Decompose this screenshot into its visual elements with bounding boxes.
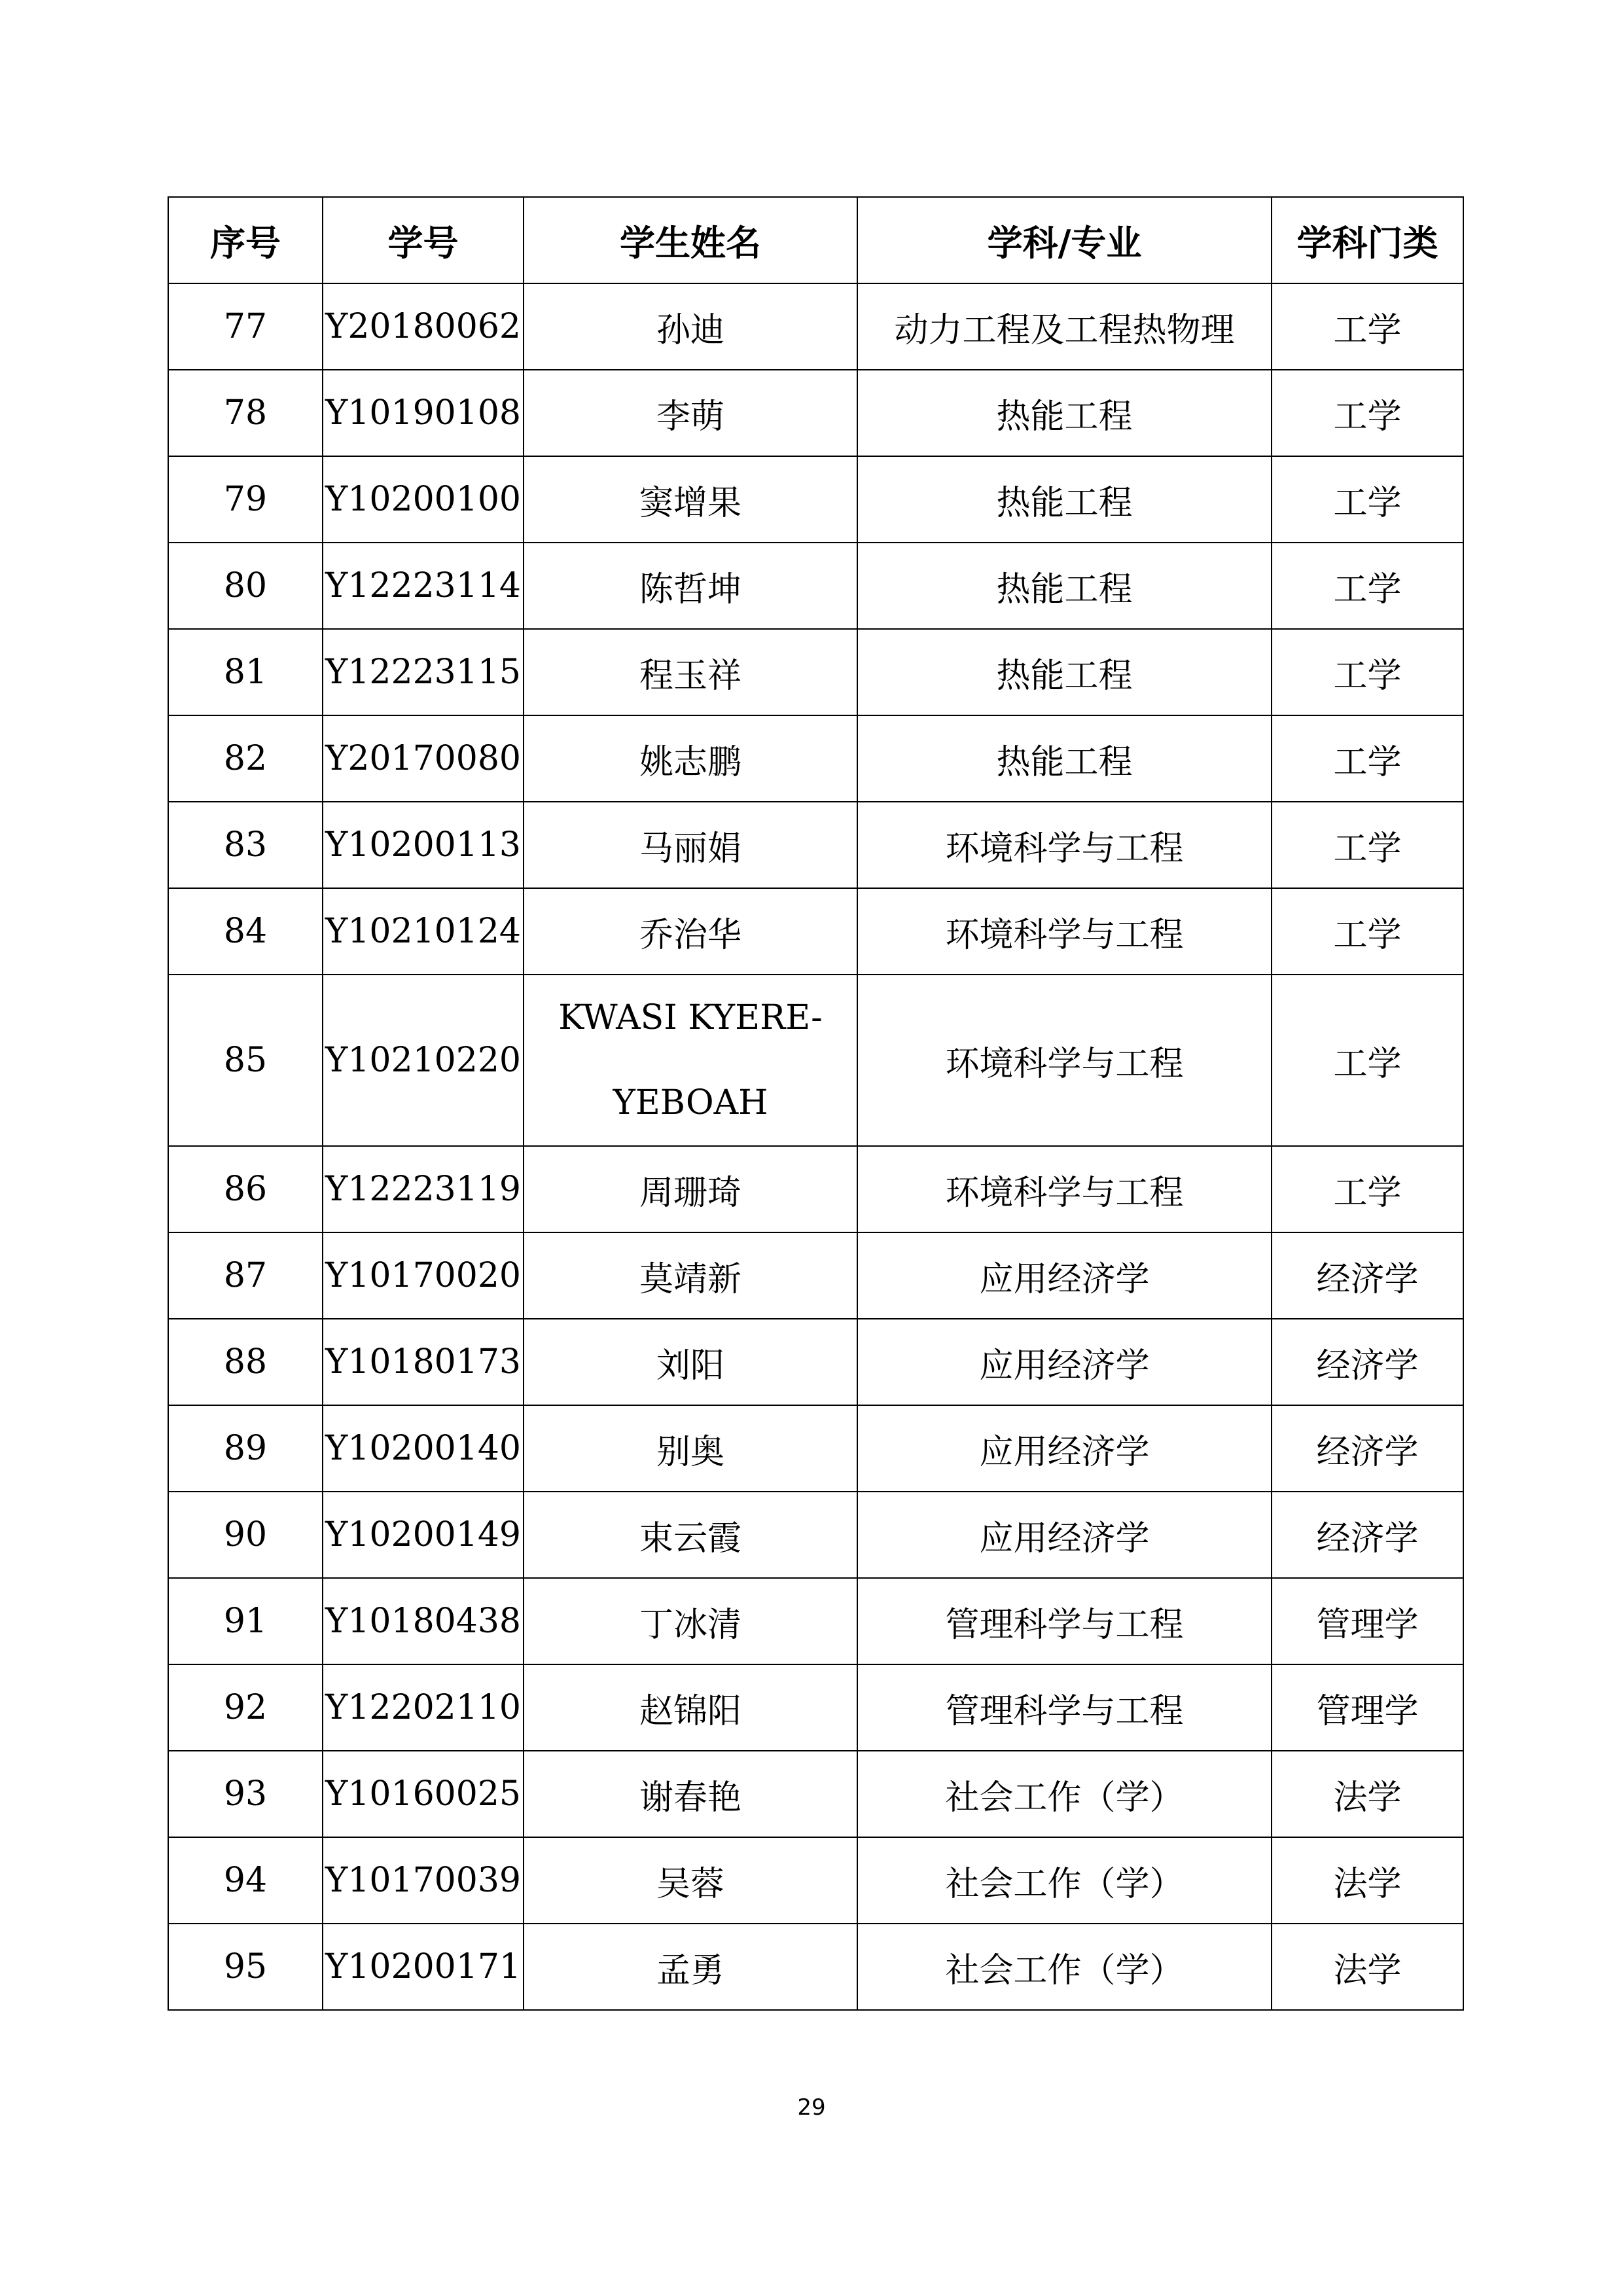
cell-student-name: 窦增果 <box>524 456 857 543</box>
page-number: 29 <box>797 2094 826 2121</box>
cell-major: 社会工作（学） <box>857 1924 1272 2010</box>
cell-major: 环境科学与工程 <box>857 975 1272 1146</box>
table-row <box>168 1232 1463 1319</box>
cell-category: 工学 <box>1272 283 1463 370</box>
cell-category: 法学 <box>1272 1924 1463 2010</box>
cell-student-name <box>524 975 857 1146</box>
cell-student-name: 吴蓉 <box>524 1837 857 1924</box>
cell-category: 经济学 <box>1272 1232 1463 1319</box>
header-major: 学科/专业 <box>857 197 1272 283</box>
cell-student-id: Y10200140 <box>323 1405 524 1492</box>
cell-student-name: 束云霞 <box>524 1492 857 1578</box>
cell-category: 工学 <box>1272 370 1463 456</box>
cell-category: 工学 <box>1272 629 1463 715</box>
cell-student-id: Y10200113 <box>323 802 524 888</box>
cell-student-id: Y10210124 <box>323 888 524 975</box>
cell-student-name: 马丽娟 <box>524 802 857 888</box>
cell-category: 法学 <box>1272 1751 1463 1837</box>
cell-major: 应用经济学 <box>857 1405 1272 1492</box>
cell-student-id: Y12223114 <box>323 543 524 629</box>
cell-student-id: Y20170080 <box>323 715 524 802</box>
cell-serial-number: 93 <box>168 1751 323 1837</box>
cell-category: 法学 <box>1272 1837 1463 1924</box>
cell-student-id: Y10180173 <box>323 1319 524 1405</box>
cell-major: 应用经济学 <box>857 1319 1272 1405</box>
cell-serial-number: 78 <box>168 370 323 456</box>
cell-student-id: Y10180438 <box>323 1578 524 1664</box>
cell-major: 管理科学与工程 <box>857 1664 1272 1751</box>
cell-student-name: 莫靖新 <box>524 1232 857 1319</box>
cell-student-name: 乔治华 <box>524 888 857 975</box>
table-row <box>168 1146 1463 1232</box>
cell-student-name: 姚志鹏 <box>524 715 857 802</box>
cell-major: 环境科学与工程 <box>857 802 1272 888</box>
cell-student-name: 陈哲坤 <box>524 543 857 629</box>
cell-student-name: 别奥 <box>524 1405 857 1492</box>
cell-major: 热能工程 <box>857 370 1272 456</box>
table-row <box>168 715 1463 802</box>
cell-category: 工学 <box>1272 543 1463 629</box>
cell-student-name: 李萌 <box>524 370 857 456</box>
cell-serial-number: 85 <box>168 975 323 1146</box>
table-row <box>168 1492 1463 1578</box>
cell-major: 热能工程 <box>857 715 1272 802</box>
cell-category: 工学 <box>1272 456 1463 543</box>
table-row <box>168 283 1463 370</box>
student-name-line-2: YEBOAH <box>613 1083 768 1122</box>
cell-student-name: 赵锦阳 <box>524 1664 857 1751</box>
cell-category: 经济学 <box>1272 1405 1463 1492</box>
cell-serial-number: 77 <box>168 283 323 370</box>
table-row <box>168 1837 1463 1924</box>
cell-student-name: 周珊琦 <box>524 1146 857 1232</box>
table-row <box>168 629 1463 715</box>
cell-serial-number: 80 <box>168 543 323 629</box>
cell-student-name: 孟勇 <box>524 1924 857 2010</box>
cell-serial-number: 92 <box>168 1664 323 1751</box>
cell-student-id: Y10200171 <box>323 1924 524 2010</box>
table-row <box>168 1319 1463 1405</box>
header-student-id: 学号 <box>323 197 524 283</box>
table-body <box>168 283 1463 2010</box>
cell-serial-number: 95 <box>168 1924 323 2010</box>
cell-major: 应用经济学 <box>857 1232 1272 1319</box>
header-student-name: 学生姓名 <box>524 197 857 283</box>
cell-student-id: Y10190108 <box>323 370 524 456</box>
cell-category: 管理学 <box>1272 1578 1463 1664</box>
cell-major: 管理科学与工程 <box>857 1578 1272 1664</box>
cell-student-id: Y12202110 <box>323 1664 524 1751</box>
table-row <box>168 543 1463 629</box>
cell-major: 社会工作（学） <box>857 1751 1272 1837</box>
table-row <box>168 1751 1463 1837</box>
cell-category: 经济学 <box>1272 1319 1463 1405</box>
cell-major: 热能工程 <box>857 456 1272 543</box>
cell-major: 应用经济学 <box>857 1492 1272 1578</box>
cell-major: 环境科学与工程 <box>857 1146 1272 1232</box>
header-category: 学科门类 <box>1272 197 1463 283</box>
cell-student-name: 程玉祥 <box>524 629 857 715</box>
table-row <box>168 1578 1463 1664</box>
cell-serial-number: 87 <box>168 1232 323 1319</box>
cell-student-id: Y12223115 <box>323 629 524 715</box>
table-header-row <box>168 197 1463 283</box>
cell-serial-number: 86 <box>168 1146 323 1232</box>
cell-serial-number: 83 <box>168 802 323 888</box>
table-row <box>168 456 1463 543</box>
cell-student-name: 刘阳 <box>524 1319 857 1405</box>
cell-student-id: Y10200100 <box>323 456 524 543</box>
cell-category: 工学 <box>1272 802 1463 888</box>
table-row <box>168 802 1463 888</box>
cell-major: 环境科学与工程 <box>857 888 1272 975</box>
cell-category: 工学 <box>1272 1146 1463 1232</box>
header-serial-number: 序号 <box>168 197 323 283</box>
cell-serial-number: 91 <box>168 1578 323 1664</box>
cell-category: 管理学 <box>1272 1664 1463 1751</box>
cell-student-id: Y10200149 <box>323 1492 524 1578</box>
cell-serial-number: 81 <box>168 629 323 715</box>
cell-serial-number: 82 <box>168 715 323 802</box>
cell-major: 热能工程 <box>857 629 1272 715</box>
cell-student-id: Y12223119 <box>323 1146 524 1232</box>
student-table <box>168 196 1464 2011</box>
student-name-line-1: KWASI KYERE- <box>558 998 823 1037</box>
cell-category: 工学 <box>1272 888 1463 975</box>
cell-serial-number: 90 <box>168 1492 323 1578</box>
cell-major: 社会工作（学） <box>857 1837 1272 1924</box>
table-row <box>168 975 1463 1146</box>
cell-category: 工学 <box>1272 715 1463 802</box>
cell-student-name: 丁冰清 <box>524 1578 857 1664</box>
cell-student-id: Y10170020 <box>323 1232 524 1319</box>
cell-student-name: 孙迪 <box>524 283 857 370</box>
cell-student-id: Y20180062 <box>323 283 524 370</box>
table-row <box>168 370 1463 456</box>
cell-serial-number: 88 <box>168 1319 323 1405</box>
cell-category: 工学 <box>1272 975 1463 1146</box>
table-row <box>168 1924 1463 2010</box>
cell-serial-number: 84 <box>168 888 323 975</box>
cell-category: 经济学 <box>1272 1492 1463 1578</box>
cell-student-name: 谢春艳 <box>524 1751 857 1837</box>
table-row <box>168 888 1463 975</box>
cell-student-id: Y10210220 <box>323 975 524 1146</box>
cell-serial-number: 79 <box>168 456 323 543</box>
table-row <box>168 1405 1463 1492</box>
cell-major: 热能工程 <box>857 543 1272 629</box>
cell-student-id: Y10170039 <box>323 1837 524 1924</box>
student-table-container <box>168 196 1463 2011</box>
table-row <box>168 1664 1463 1751</box>
cell-student-id: Y10160025 <box>323 1751 524 1837</box>
cell-serial-number: 89 <box>168 1405 323 1492</box>
cell-major: 动力工程及工程热物理 <box>857 283 1272 370</box>
cell-serial-number: 94 <box>168 1837 323 1924</box>
